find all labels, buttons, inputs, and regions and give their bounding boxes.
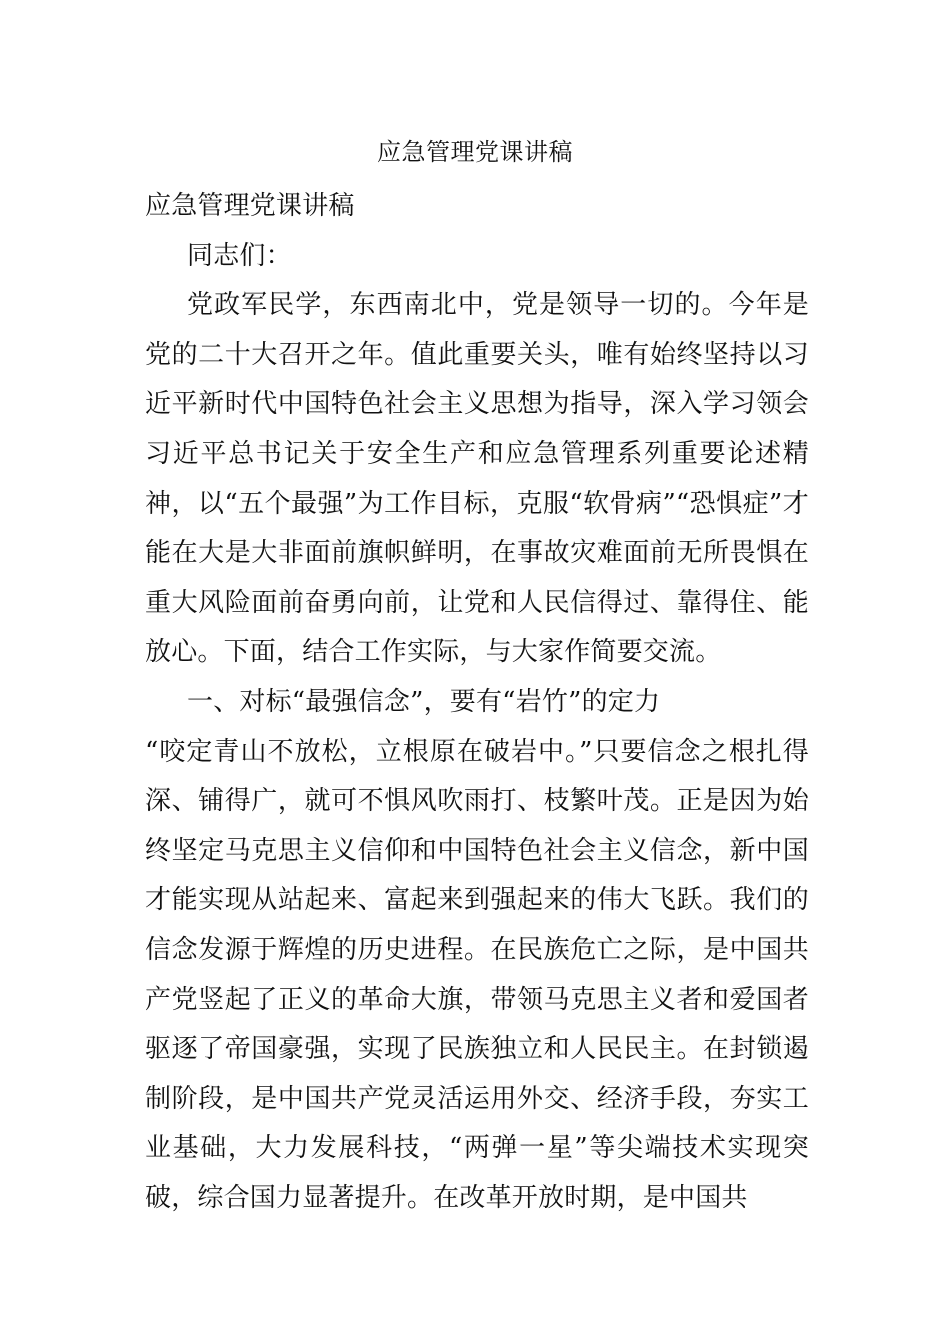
section-paragraph: “咬定青山不放松，立根原在破岩中。”只要信念之根扎得深、铺得广，就可不惧风吹雨打、枝繁叶茂。正是因为始终坚定马克思主义信仰和中国特色社会主义信念，新中国才能实现从站起来、富起来到强起来的伟大飞跃。我们的信念发源于辉煌的历史进程。在民族危亡之际，是中国共产党竖起了正义的革命大旗，带领马克思主义者和爱国者驱逐了帝国豪强，实现了民族独立和人民民主。在封锁遏制阶段，是中国共产党灵活运用外交、经济手段，夯实工业基础，大力发展科技，“两弹一星”等尖端技术实现突破，综合国力显著提升。在改革开放时期，是中国共 [145,736,809,1213]
document-title: 应急管理党课讲稿 [377,138,573,166]
intro-paragraph: 党政军民学，东西南北中，党是领导一切的。今年是党的二十大召开之年。值此重要关头，唯有始终坚持以习近平新时代中国特色社会主义思想为指导，深入学习领会习近平总书记关于安全生产和应急管理系列重要论述精神，以“五个最强”为工作目标，克服“软骨病”“恐惧症”才能在大是大非面前旗帜鲜明，在事故灾难面前无所畏惧在重大风险面前奋勇向前，让党和人民信得过、靠得住、能放心。下面，结合工作实际，与大家作简要交流。 [145,290,809,668]
salutation: 同志们： [187,240,292,271]
document-body [145,182,809,1223]
section-heading: 一、对标“最强信念”，要有“岩竹”的定力 [187,686,661,717]
document-subtitle: 应急管理党课讲稿 [145,191,355,221]
